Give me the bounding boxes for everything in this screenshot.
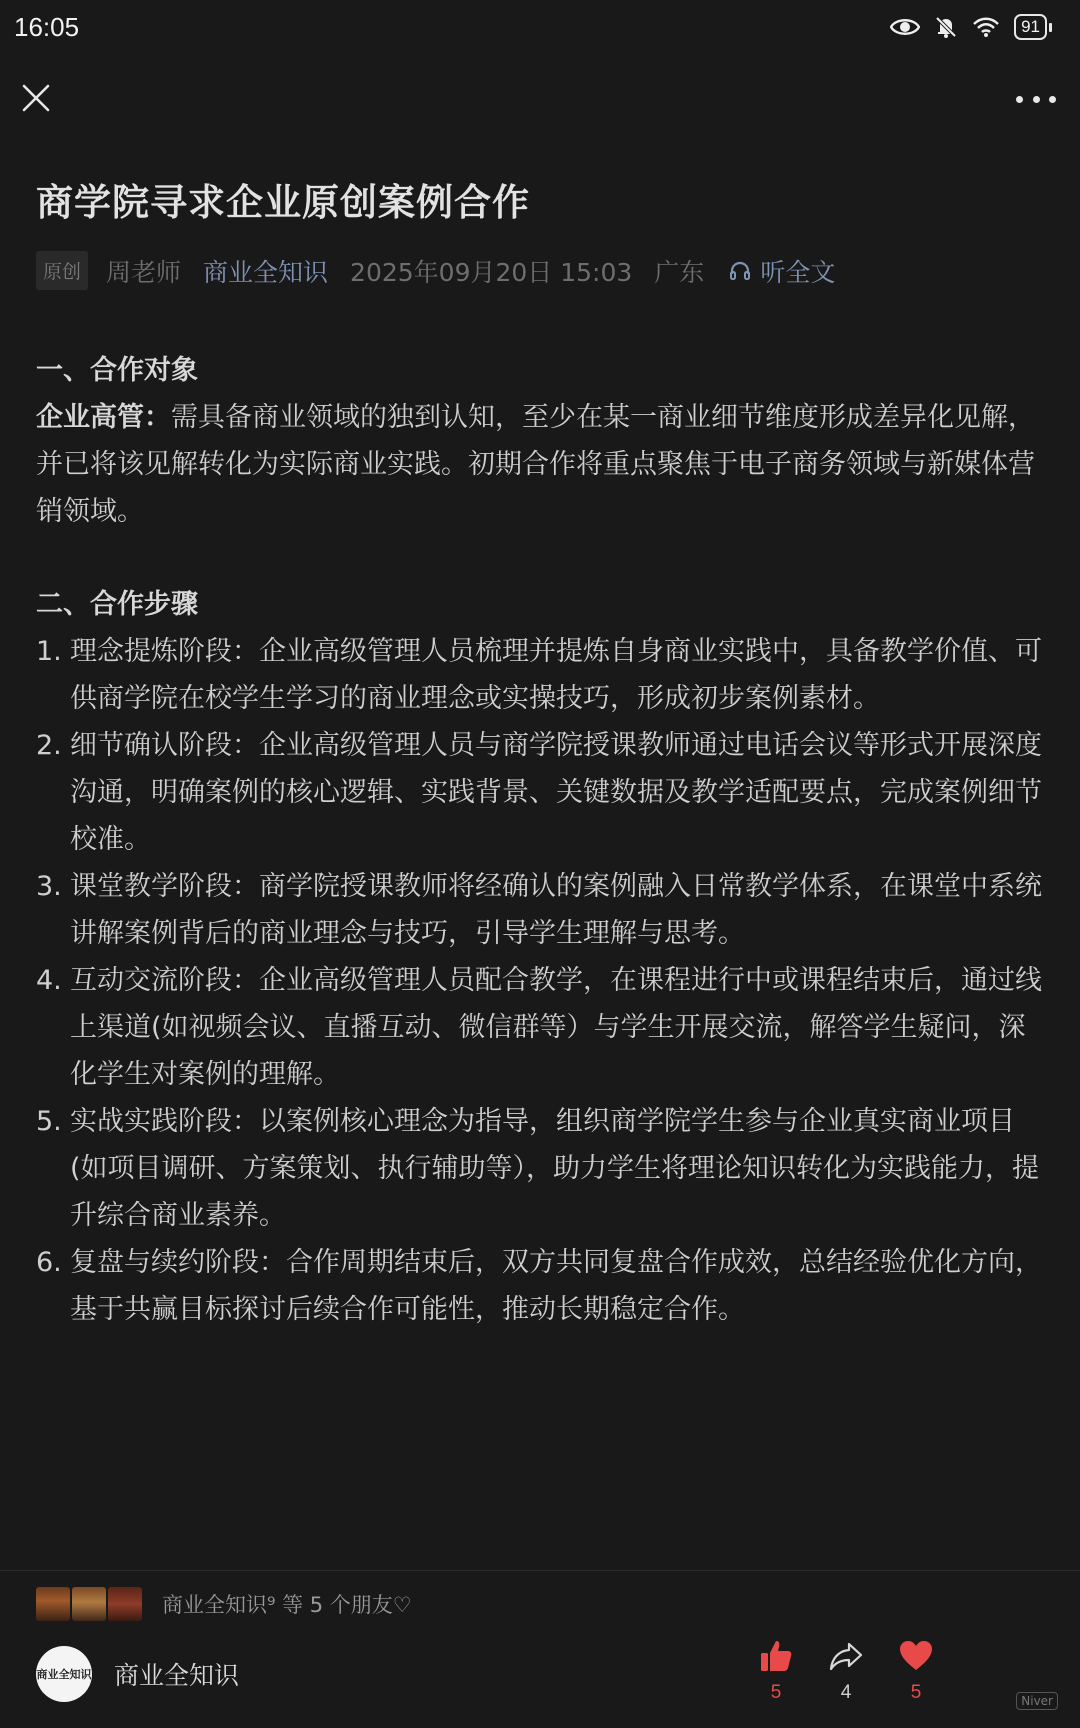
more-options-button[interactable] — [1016, 84, 1056, 114]
list-text: 课堂教学阶段：商学院授课教师将经确认的案例融入日常教学体系，在课堂中系统讲解案例背后的商业理念与技巧，引导学生理解与思考。 — [70, 871, 1042, 949]
thumbs-up-icon — [758, 1638, 794, 1674]
mute-bell-icon — [934, 15, 958, 39]
paragraph-lead: 企业高管： — [36, 402, 171, 433]
list-text: 复盘与续约阶段：合作周期结束后，双方共同复盘合作成效，总结经验优化方向，基于共赢目标探讨后续合作可能性，推动长期稳定合作。 — [70, 1247, 1042, 1325]
account-link[interactable]: 商业全知识 — [203, 257, 329, 287]
heart-icon — [898, 1638, 934, 1674]
like-count: 5 — [770, 1682, 782, 1703]
list-item — [36, 957, 1046, 1098]
close-button[interactable] — [16, 78, 56, 118]
close-icon — [16, 78, 56, 118]
publish-location: 广东 — [654, 257, 705, 287]
list-number: 3. — [36, 871, 62, 902]
list-number: 4. — [36, 965, 62, 996]
list-number: 2. — [36, 730, 62, 761]
section-paragraph — [36, 394, 1046, 535]
heart-count: 5 — [910, 1682, 922, 1703]
friend-thumbnail — [72, 1587, 106, 1621]
divider — [0, 1570, 1080, 1571]
list-text: 细节确认阶段：企业高级管理人员与商学院授课教师通过电话会议等形式开展深度沟通，明确案例的核心逻辑、实践背景、关键数据及教学适配要点，完成案例细节校准。 — [70, 730, 1042, 855]
status-bar — [0, 0, 1080, 56]
list-text: 理念提炼阶段：企业高级管理人员梳理并提炼自身商业实践中，具备教学价值、可供商学院在校学生学习的商业理念或实操技巧，形成初步案例素材。 — [70, 636, 1042, 714]
paragraph-text: 需具备商业领域的独到认知，至少在某一商业细节维度形成差异化见解，并已将该见解转化为实际商业实践。初期合作将重点聚焦于电子商务领域与新媒体营销领域。 — [36, 402, 1035, 527]
share-count: 4 — [840, 1682, 852, 1703]
friends-row[interactable] — [36, 1587, 412, 1621]
list-text: 互动交流阶段：企业高级管理人员配合教学，在课程进行中或课程结束后，通过线上渠道(如视频会议、直播互动、微信群等）与学生开展交流，解答学生疑问，深化学生对案例的理解。 — [70, 965, 1042, 1090]
publish-date: 2025年09月20日 15:03 — [350, 257, 633, 287]
battery-indicator — [1014, 14, 1052, 40]
watermark: Niver — [1016, 1692, 1058, 1710]
headphones-icon — [728, 259, 752, 283]
like-button[interactable] — [746, 1638, 806, 1704]
original-badge: 原创 — [36, 251, 88, 290]
wifi-icon — [972, 16, 1000, 38]
listen-button[interactable] — [728, 253, 835, 289]
friend-thumbnail — [36, 1587, 70, 1621]
list-item — [36, 1098, 1046, 1239]
list-item — [36, 863, 1046, 957]
article-body — [36, 347, 1046, 1333]
friends-text: 商业全知识⁹ 等 5 个朋友♡ — [162, 1593, 412, 1617]
status-icons — [890, 14, 1052, 40]
more-dot-icon — [1016, 96, 1023, 103]
list-number: 5. — [36, 1106, 62, 1137]
more-dot-icon — [1033, 96, 1040, 103]
steps-list — [36, 628, 1046, 1333]
account-row[interactable] — [36, 1646, 239, 1702]
heart-button[interactable] — [886, 1638, 946, 1704]
list-number: 1. — [36, 636, 62, 667]
more-dot-icon — [1049, 96, 1056, 103]
share-icon — [828, 1638, 864, 1674]
battery-level: 91 — [1014, 14, 1047, 40]
eye-icon — [890, 16, 920, 38]
account-name[interactable]: 商业全知识 — [114, 1661, 240, 1690]
article-title: 商学院寻求企业原创案例合作 — [36, 181, 530, 224]
list-item — [36, 722, 1046, 863]
avatar[interactable]: 商业全知识 — [36, 1646, 92, 1702]
friend-thumbnails — [36, 1587, 142, 1621]
listen-label: 听全文 — [760, 257, 836, 287]
list-item — [36, 1239, 1046, 1333]
list-number: 6. — [36, 1247, 62, 1278]
status-time: 16:05 — [14, 12, 80, 42]
author-name: 周老师 — [106, 257, 182, 287]
list-text: 实战实践阶段：以案例核心理念为指导，组织商学院学生参与企业真实商业项目(如项目调研、方案策划、执行辅助等），助力学生将理论知识转化为实践能力，提升综合商业素养。 — [70, 1106, 1040, 1231]
section-title: 一、合作对象 — [36, 355, 198, 386]
share-button[interactable] — [816, 1638, 876, 1704]
section-title: 二、合作步骤 — [36, 589, 198, 620]
article-meta — [36, 251, 835, 290]
list-item — [36, 628, 1046, 722]
friend-thumbnail — [108, 1587, 142, 1621]
